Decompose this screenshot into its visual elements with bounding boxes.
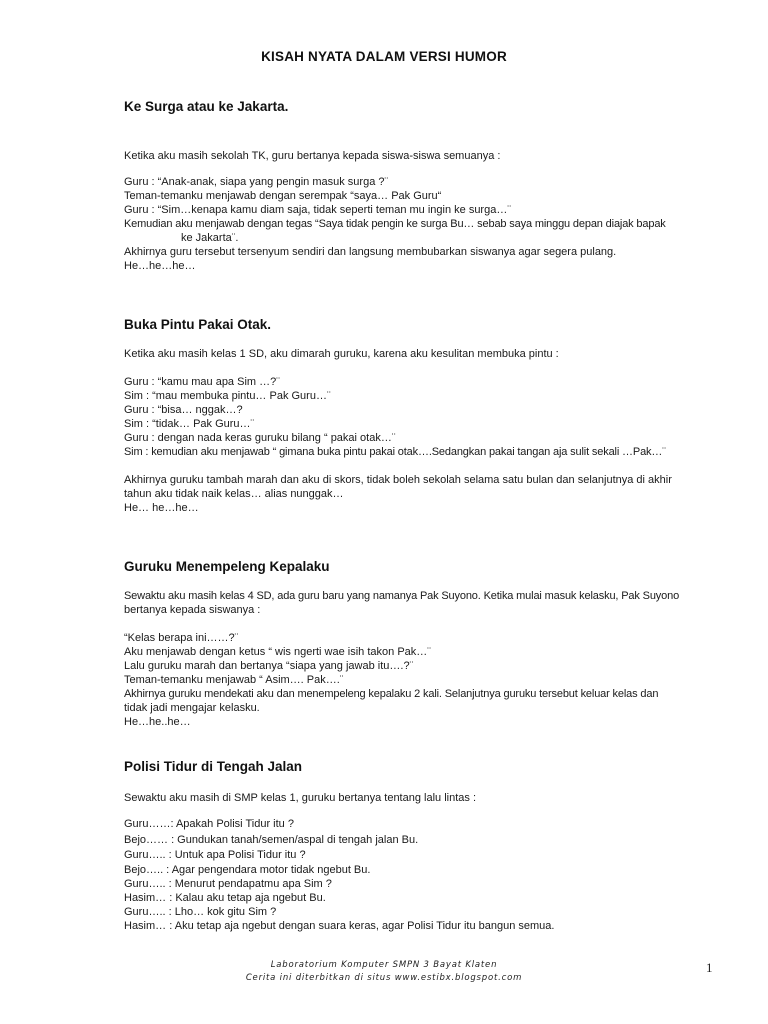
dialogue-line: Sim : “tidak… Pak Guru…¨	[124, 418, 255, 430]
footer-lab-name: Laboratorium Komputer SMPN 3 Bayat Klaten	[270, 960, 498, 970]
paragraph-line: Akhirnya guru tersebut tersenyum sendiri dan langsung membubarkan siswanya agar segera pulang.	[124, 246, 617, 258]
dialogue-line: Hasim… : Aku tetap aja ngebut dengan suara keras, agar Polisi Tidur itu bangun semua.	[124, 920, 555, 932]
document-title: KISAH NYATA DALAM VERSI HUMOR	[261, 49, 507, 64]
paragraph-line: Sewaktu aku masih di SMP kelas 1, guruku bertanya tentang lalu lintas :	[124, 792, 476, 804]
paragraph-line: Akhirnya guruku tambah marah dan aku di skors, tidak boleh sekolah selama satu bulan dan selanjutnya di akhir	[124, 474, 672, 486]
dialogue-line: Kemudian aku menjawab dengan tegas “Saya tidak pengin ke surga Bu… sebab saya minggu depan diajak bapak	[124, 218, 666, 230]
paragraph-line: Akhirnya guruku mendekati aku dan menempeleng kepalaku 2 kali. Selanjutnya guruku tersebut keluar kelas dan	[124, 688, 659, 700]
dialogue-line: Teman-temanku menjawab dengan serempak “saya… Pak Guru“	[124, 190, 442, 202]
dialogue-line: Guru……: Apakah Polisi Tidur itu ?	[124, 818, 294, 830]
dialogue-line: Aku menjawab dengan ketus “ wis ngerti wae isih takon Pak…¨	[124, 646, 431, 658]
dialogue-line: ke Jakarta¨.	[181, 232, 239, 244]
section-heading: Guruku Menempeleng Kepalaku	[124, 559, 330, 574]
paragraph-line: Ketika aku masih sekolah TK, guru bertanya kepada siswa-siswa semuanya :	[124, 150, 501, 162]
dialogue-line: “Kelas berapa ini……?¨	[124, 632, 239, 644]
paragraph-line: bertanya kepada siswanya :	[124, 604, 261, 616]
dialogue-line: Bejo….. : Agar pengendara motor tidak ngebut Bu.	[124, 864, 371, 876]
dialogue-line: Guru….. : Menurut pendapatmu apa Sim ?	[124, 878, 332, 890]
dialogue-line: Guru : dengan nada keras guruku bilang “ pakai otak…¨	[124, 432, 396, 444]
page-number: 1	[706, 960, 713, 975]
dialogue-line: Sim : “mau membuka pintu… Pak Guru…¨	[124, 390, 331, 402]
dialogue-line: Teman-temanku menjawab “ Asim…. Pak….¨	[124, 674, 344, 686]
section-heading: Polisi Tidur di Tengah Jalan	[124, 759, 303, 774]
section-heading: Buka Pintu Pakai Otak.	[124, 317, 272, 332]
dialogue-line: Guru : “bisa… nggak…?	[124, 404, 243, 416]
dialogue-line: Hasim… : Kalau aku tetap aja ngebut Bu.	[124, 892, 326, 904]
dialogue-line: Bejo…… : Gundukan tanah/semen/aspal di tengah jalan Bu.	[124, 834, 419, 846]
dialogue-line: Sim : kemudian aku menjawab “ gimana buka pintu pakai otak….Sedangkan pakai tangan aja sulit sekali …Pak…¨	[124, 446, 666, 458]
section-heading: Ke Surga atau ke Jakarta.	[124, 99, 289, 114]
paragraph-line: He…he..he…	[124, 716, 191, 728]
paragraph-line: Sewaktu aku masih kelas 4 SD, ada guru baru yang namanya Pak Suyono. Ketika mulai masuk kelasku, Pak Suyono	[124, 590, 680, 602]
footer-website: Cerita ini diterbitkan di situs www.estibx.blogspot.com	[245, 973, 523, 983]
dialogue-line: Guru….. : Lho… kok gitu Sim ?	[124, 906, 277, 918]
dialogue-line: Guru : “kamu mau apa Sim …?¨	[124, 376, 280, 388]
paragraph-line: tahun aku tidak naik kelas… alias nunggak…	[124, 488, 344, 500]
dialogue-line: Guru : “Sim…kenapa kamu diam saja, tidak seperti teman mu ingin ke surga…¨	[124, 204, 511, 216]
dialogue-line: Guru : “Anak-anak, siapa yang pengin masuk surga ?¨	[124, 176, 389, 188]
paragraph-line: tidak jadi mengajar kelasku.	[124, 702, 260, 714]
paragraph-line: He…he…he…	[124, 260, 196, 272]
paragraph-line: He… he…he…	[124, 502, 199, 514]
paragraph-line: Ketika aku masih kelas 1 SD, aku dimarah guruku, karena aku kesulitan membuka pintu :	[124, 348, 559, 360]
dialogue-line: Guru….. : Untuk apa Polisi Tidur itu ?	[124, 849, 306, 861]
dialogue-line: Lalu guruku marah dan bertanya “siapa yang jawab itu….?¨	[124, 660, 414, 672]
